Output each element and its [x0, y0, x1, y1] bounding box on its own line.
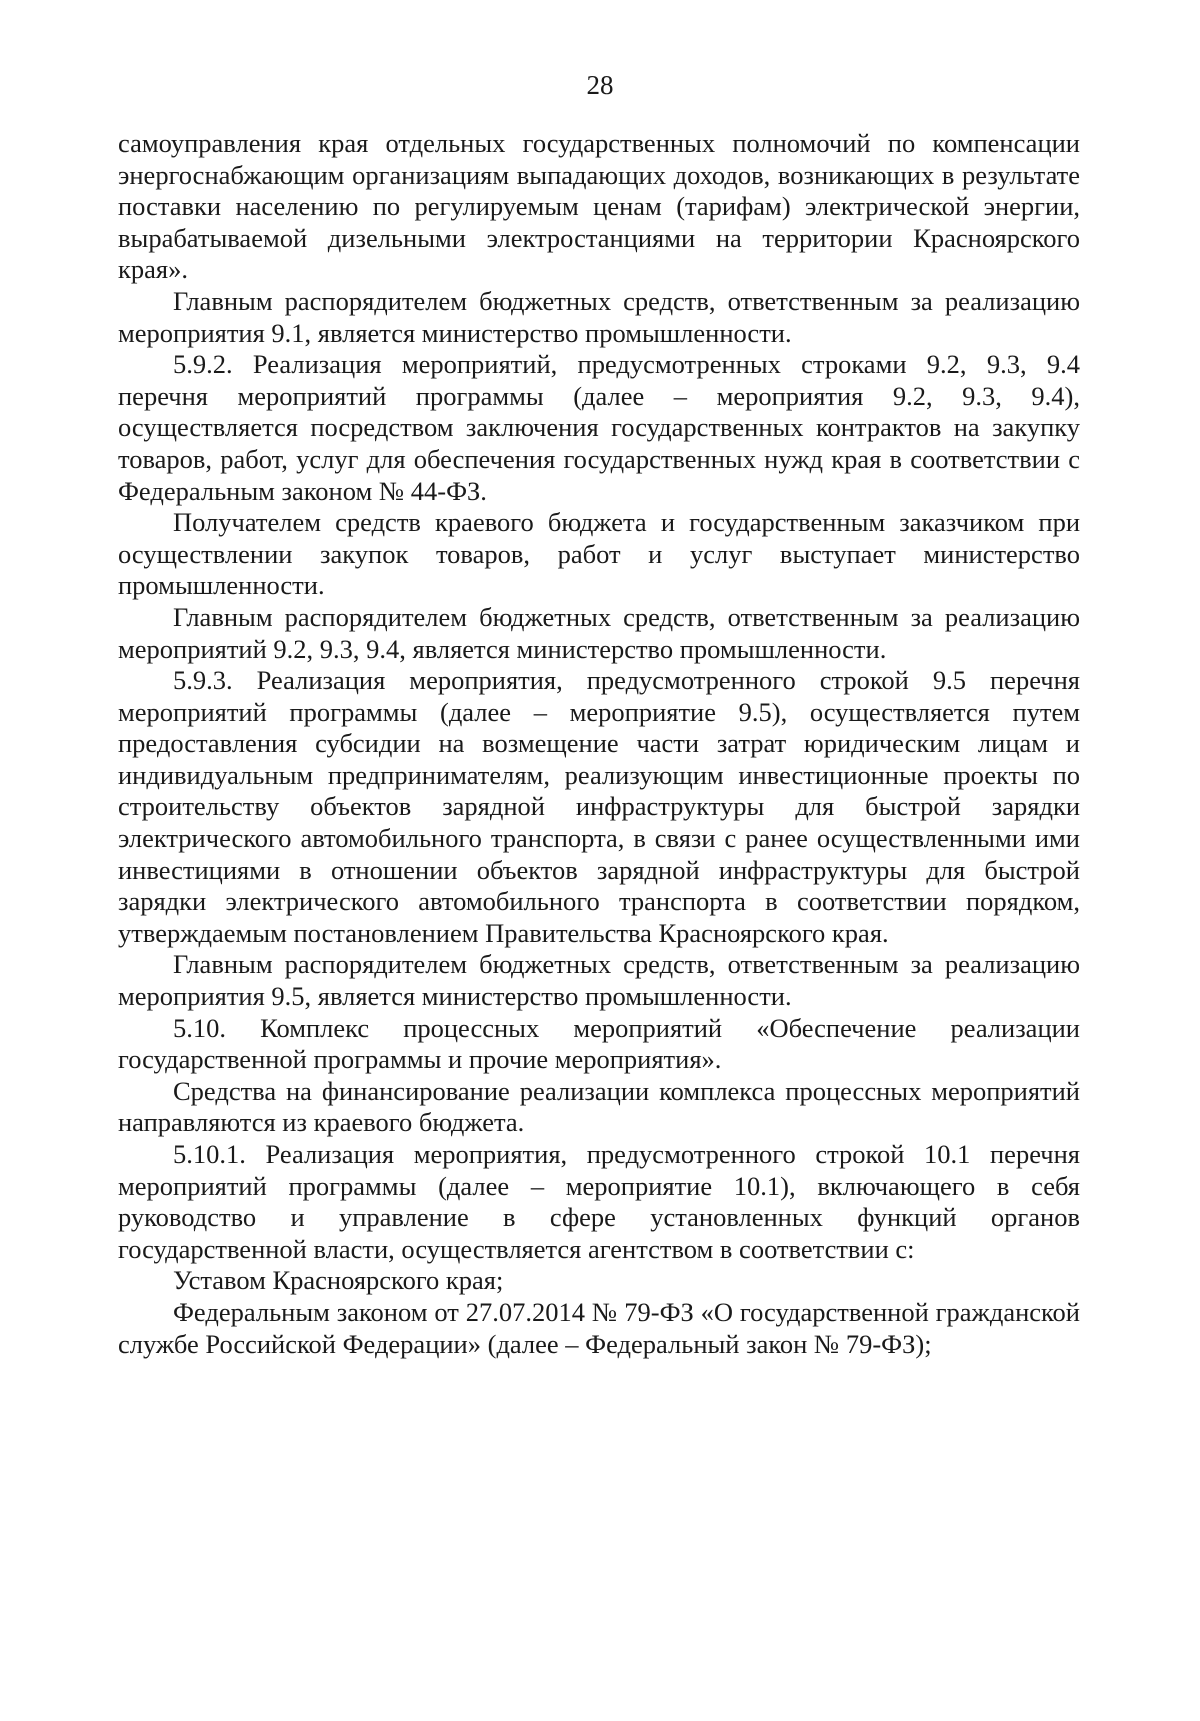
paragraph: Главным распорядителем бюджетных средств, ответственным за реализацию мероприятий 9.2, 9.3, 9.4, является министерство промышленности. — [118, 601, 1080, 664]
paragraph: Уставом Красноярского края; — [173, 1265, 504, 1296]
paragraph: 5.9.2. Реализация мероприятий, предусмотренных строками 9.2, 9.3, 9.4 перечня мероприятий программы (далее – мероприятия 9.2, 9.3, 9.4), осуществляется посредством заключения государственных контрактов на закупку товаров, работ, услуг для обеспечения государственных нужд края в соответствии с Федеральным законом № 44-ФЗ. — [118, 349, 1080, 506]
paragraph: 5.10.1. Реализация мероприятия, предусмотренного строкой 10.1 перечня мероприятий программы (далее – мероприятие 10.1), включающего в себя руководство и управление в сфере установленных функций органов государственной власти, осуществляется агентством в соответствии с: — [118, 1139, 1080, 1264]
paragraph: самоуправления края отдельных государственных полномочий по компенсации энергоснабжающим организациям выпадающих доходов, возникающих в результате поставки населению по регулируемым ценам (тарифам) электрической энергии, вырабатываемой дизельными электростанциями на территории Красноярского края». — [118, 128, 1080, 285]
paragraph: 5.10. Комплекс процессных мероприятий «Обеспечение реализации государственной программы и прочие мероприятия». — [118, 1012, 1080, 1075]
document-body — [118, 128, 1080, 1360]
page-number: 28 — [586, 70, 614, 100]
paragraph: Главным распорядителем бюджетных средств, ответственным за реализацию мероприятия 9.1, является министерство промышленности. — [118, 285, 1080, 348]
paragraph: Федеральным законом от 27.07.2014 № 79-ФЗ «О государственной гражданской службе Российской Федерации» (далее – Федеральный закон № 79-ФЗ); — [118, 1296, 1080, 1359]
paragraph: Получателем средств краевого бюджета и государственным заказчиком при осуществлении закупок товаров, работ и услуг выступает министерство промышленности. — [118, 507, 1080, 601]
paragraph: 5.9.3. Реализация мероприятия, предусмотренного строкой 9.5 перечня мероприятий программы (далее – мероприятие 9.5), осуществляется путем предоставления субсидии на возмещение части затрат юридическим лицам и индивидуальным предпринимателям, реализующим инвестиционные проекты по строительству объектов зарядной инфраструктуры для быстрой зарядки электрического автомобильного транспорта, в связи с ранее осуществленными ими инвестициями в отношении объектов зарядной инфраструктуры для быстрой зарядки электрического автомобильного транспорта в соответствии порядком, утверждаемым постановлением Правительства Красноярского края. — [118, 665, 1080, 948]
paragraph: Средства на финансирование реализации комплекса процессных мероприятий направляются из краевого бюджета. — [118, 1075, 1080, 1138]
paragraph: Главным распорядителем бюджетных средств, ответственным за реализацию мероприятия 9.5, является министерство промышленности. — [118, 949, 1080, 1012]
